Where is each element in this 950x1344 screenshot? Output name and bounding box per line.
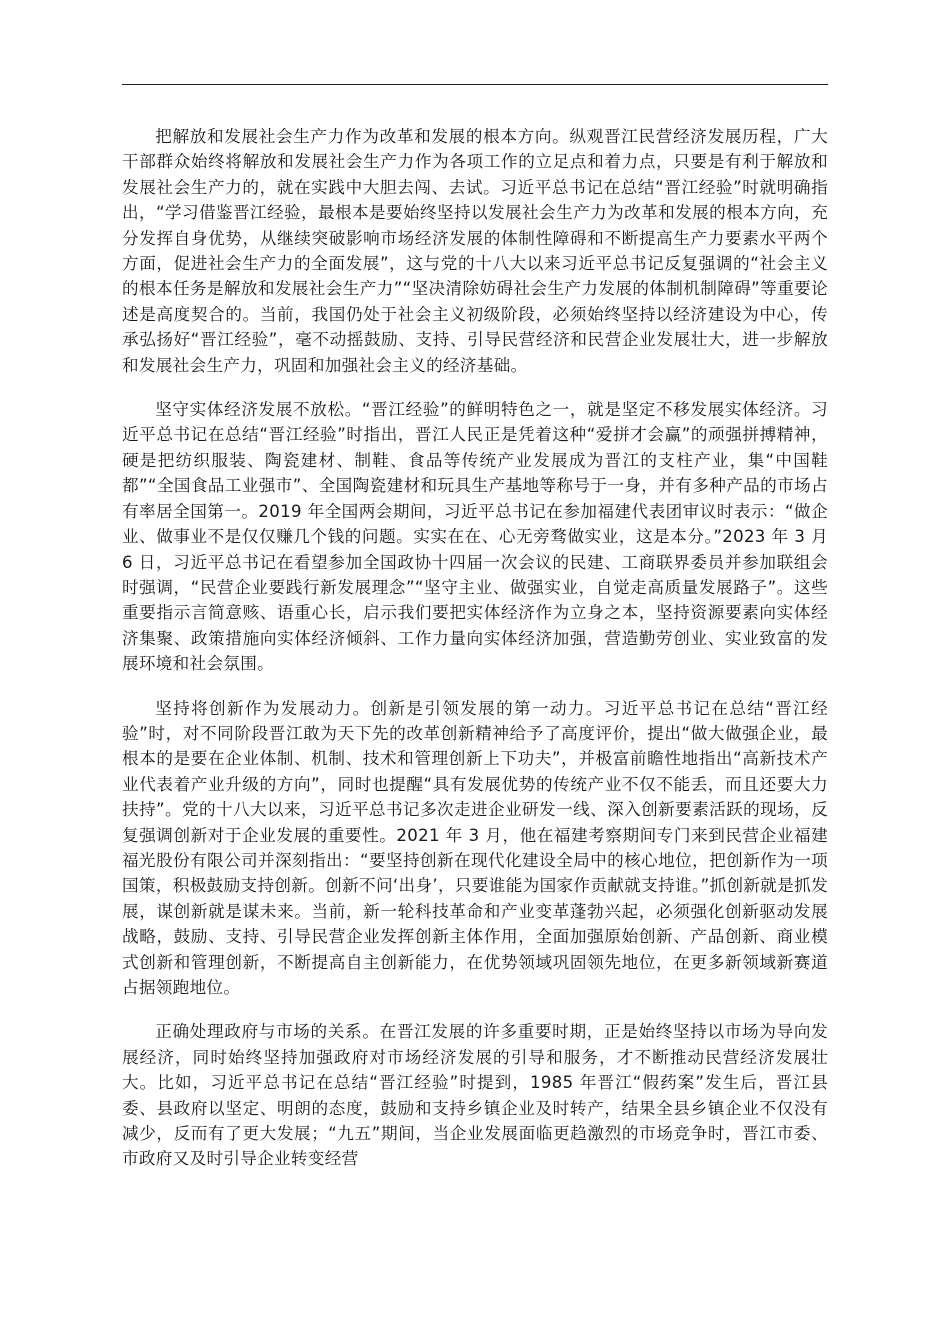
paragraph-government-market: 正确处理政府与市场的关系。在晋江发展的许多重要时期，正是始终坚持以市场为导向发展经济，同时始终坚持加强政府对市场经济发展的引导和服务，才不断推动民营经济发展壮大。比如，习近平总书记在总结“晋江经验”时提到，1985 年晋江“假药案”发生后，晋江县委、县政府以坚定、明朗的态度，鼓励和支持乡镇企业及时转产，结果全县乡镇企业不仅没有减少，反而有了更大发展；“九五”期间，当企业发展面临更趋激烈的市场竞争时，晋江市委、市政府又及时引导企业转变经营	[122, 1022, 828, 1169]
paragraph-innovation: 坚持将创新作为发展动力。创新是引领发展的第一动力。习近平总书记在总结“晋江经验”时，对不同阶段晋江敢为天下先的改革创新精神给予了高度评价，提出“做大做强企业，最根本的是要在企业体制、机制、技术和管理创新上下功夫”，并极富前瞻性地指出“高新技术产业代表着产业升级的方向”，同时也提醒“具有发展优势的传统产业不仅不能丢，而且还要大力扶持”。党的十八大以来，习近平总书记多次走进企业研发一线、深入创新要素活跃的现场，反复强调创新对于企业发展的重要性。2021 年 3 月，他在福建考察期间专门来到民营企业福建福光股份有限公司并深刻指出：“要坚持创新在现代化建设全局中的核心地位，把创新作为一项国策，积极鼓励支持创新。创新不问‘出身’，只要谁能为国家作贡献就支持谁。”抓创新就是抓发展，谋创新就是谋未来。当前，新一轮科技革命和产业变革蓬勃兴起，必须强化创新驱动发展战略，鼓励、支持、引导民营企业发挥创新主体作用，全面加强原始创新、产品创新、商业模式创新和管理创新，不断提高自主创新能力，在优势领域巩固领先地位，在更多新领域新赛道占据领跑地位。	[122, 698, 828, 997]
paragraph-productivity: 把解放和发展社会生产力作为改革和发展的根本方向。纵观晋江民营经济发展历程，广大干部群众始终将解放和发展社会生产力作为各项工作的立足点和着力点，只要是有利于解放和发展社会生产力的，就在实践中大胆去闯、去试。习近平总书记在总结“晋江经验”时就明确指出，“学习借鉴晋江经验，最根本是要始终坚持以发展社会生产力为改革和发展的根本方向，充分发挥自身优势，从继续突破影响市场经济发展的体制性障碍和不断提高生产力要素水平两个方面，促进社会生产力的全面发展”，这与党的十八大以来习近平总书记反复强调的“社会主义的根本任务是解放和发展社会生产力”“坚决清除妨碍社会生产力发展的体制机制障碍”等重要论述是高度契合的。当前，我国仍处于社会主义初级阶段，必须始终坚持以经济建设为中心，传承弘扬好“晋江经验”，毫不动摇鼓励、支持、引导民营经济和民营企业发展壮大，进一步解放和发展社会生产力，巩固和加强社会主义的经济基础。	[122, 127, 828, 375]
paragraph-real-economy: 坚守实体经济发展不放松。“晋江经验”的鲜明特色之一，就是坚定不移发展实体经济。习近平总书记在总结“晋江经验”时指出，晋江人民正是凭着这种“爱拼才会赢”的顽强拼搏精神，硬是把纺织服装、陶瓷建材、制鞋、食品等传统产业发展成为晋江的支柱产业，集“中国鞋都”“全国食品工业强市”、全国陶瓷建材和玩具生产基地等称号于一身，并有多种产品的市场占有率居全国第一。2019 年全国两会期间，习近平总书记在参加福建代表团审议时表示：“做企业、做事业不是仅仅赚几个钱的问题。实实在在、心无旁骛做实业，这是本分。”2023 年 3 月 6 日，习近平总书记在看望参加全国政协十四届一次会议的民建、工商联界委员并参加联组会时强调，“民营企业要践行新发展理念”“坚守主业、做强实业，自觉走高质量发展路子”。这些重要指示言简意赅、语重心长，启示我们要把实体经济作为立身之本，坚持资源要素向实体经济集聚、政策措施向实体经济倾斜、工作力量向实体经济加强，营造勤劳创业、实业致富的发展环境和社会氛围。	[122, 400, 828, 674]
header-rule	[122, 84, 828, 85]
document-body	[122, 124, 828, 1191]
